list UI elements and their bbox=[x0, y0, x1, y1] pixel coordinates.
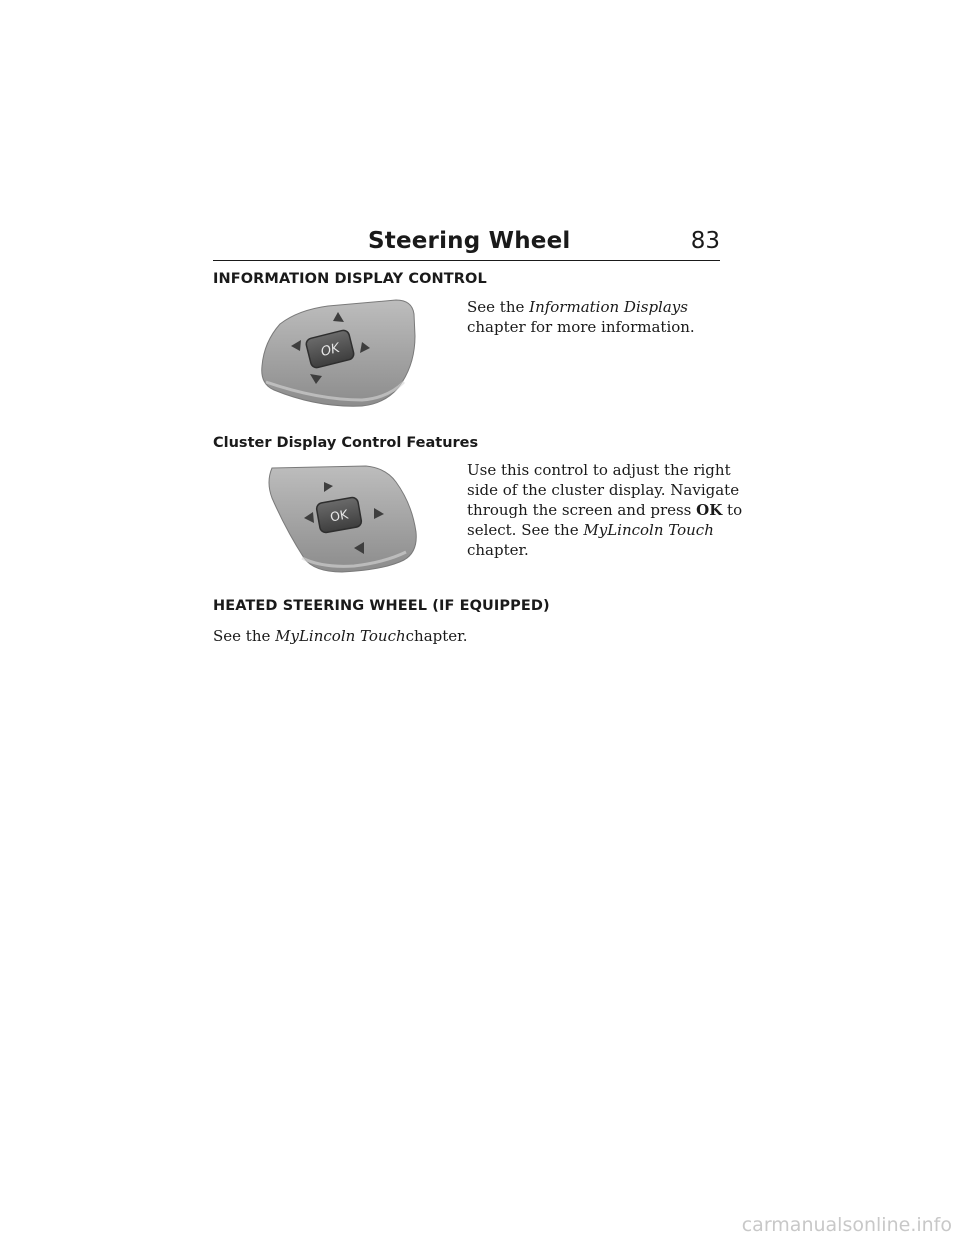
ref-mylincoln-touch: MyLincoln Touch bbox=[583, 521, 714, 539]
section-heading-heated-wheel: HEATED STEERING WHEEL (IF EQUIPPED) bbox=[213, 598, 550, 614]
section-heading-info-display: INFORMATION DISPLAY CONTROL bbox=[213, 271, 487, 287]
header-rule bbox=[213, 260, 720, 261]
info-display-control-illustration bbox=[258, 296, 418, 408]
ok-button-2 bbox=[316, 497, 363, 534]
ok-label-2: OK bbox=[328, 506, 350, 525]
page-number: 83 bbox=[690, 228, 720, 254]
page-header-title: Steering Wheel bbox=[368, 228, 571, 254]
section-heading-cluster: Cluster Display Control Features bbox=[213, 435, 479, 451]
ok-label-1: OK bbox=[319, 340, 342, 361]
ref-information-displays: Information Displays bbox=[529, 298, 688, 316]
cluster-display-control-illustration bbox=[262, 462, 422, 574]
heated-wheel-paragraph: See the MyLincoln Touchchapter. bbox=[213, 627, 468, 645]
info-display-paragraph: See the Information Displays chapter for more information. bbox=[467, 298, 695, 336]
watermark: carmanualsonline.info bbox=[741, 1214, 952, 1236]
cluster-paragraph: Use this control to adjust the right side of the cluster display. Navigate through the screen and press OK to select. See the MyLincoln Touch chapter. bbox=[467, 461, 743, 559]
ok-bold: OK bbox=[696, 501, 723, 519]
ref-mylincoln-touch-2: MyLincoln Touch bbox=[275, 627, 406, 645]
